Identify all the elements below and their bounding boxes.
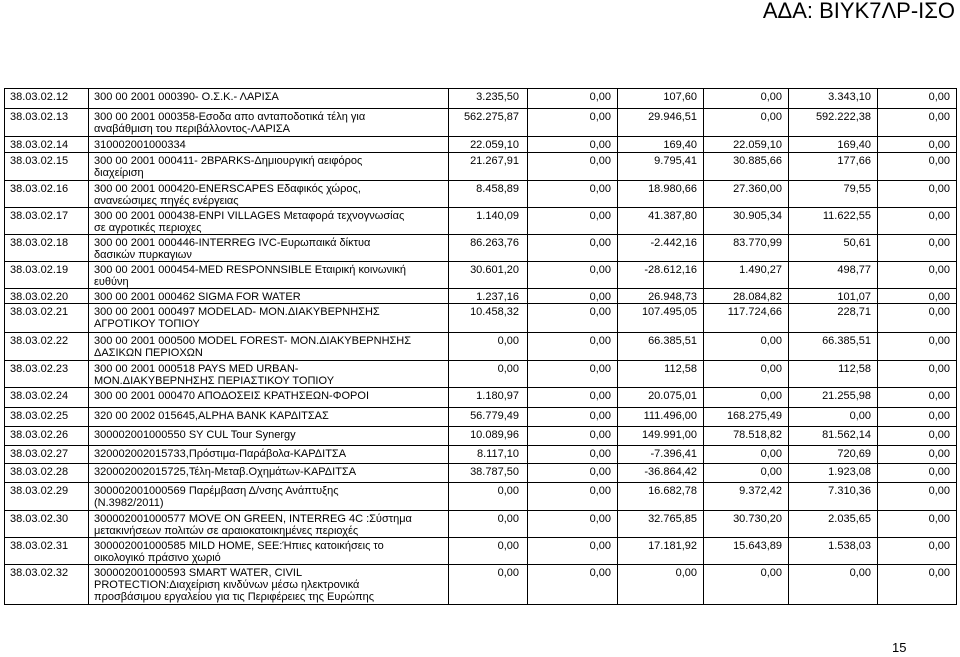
account-description [89, 538, 449, 565]
amount-cell: 1.490,27 [704, 262, 789, 289]
amount-cell: 112,58 [789, 361, 878, 388]
amount-cell: 9.795,41 [618, 153, 704, 181]
amount-cell: 79,55 [789, 181, 878, 208]
account-code: 38.03.02.32 [5, 565, 89, 605]
amount-cell: 0,00 [449, 483, 528, 511]
amount-cell: 83.770,99 [704, 235, 789, 262]
amount-cell: 50,61 [789, 235, 878, 262]
amount-cell: 0,00 [528, 388, 618, 408]
description-line: (Ν.3982/2011) [94, 497, 164, 509]
amount-cell: 168.275,49 [704, 408, 789, 427]
amount-cell: 0,00 [528, 181, 618, 208]
table-row [5, 446, 957, 464]
amount-cell: 30.885,66 [704, 153, 789, 181]
account-description [89, 483, 449, 511]
amount-cell: 0,00 [704, 464, 789, 483]
amount-cell: 112,58 [618, 361, 704, 388]
account-description [89, 304, 449, 333]
amount-cell: 0,00 [878, 89, 957, 109]
account-description [89, 109, 449, 137]
account-description [89, 181, 449, 208]
ada-header: ΑΔΑ: ΒΙΥΚ7ΛΡ-ΙΣΟ [762, 0, 955, 23]
account-description [89, 427, 449, 446]
description-line: ΑΓΡΟΤΙΚΟΥ ΤΟΠΙΟΥ [94, 318, 200, 330]
table-row [5, 511, 957, 538]
amount-cell: 0,00 [528, 289, 618, 304]
table-row [5, 137, 957, 153]
table-row [5, 289, 957, 304]
amount-cell: 0,00 [704, 446, 789, 464]
description-line: οικολογικό πράσινο χωριό [94, 552, 221, 564]
table-row [5, 262, 957, 289]
account-code: 38.03.02.31 [5, 538, 89, 565]
amount-cell: 117.724,66 [704, 304, 789, 333]
account-description [89, 89, 449, 109]
amount-cell: 66.385,51 [789, 333, 878, 361]
page-number: 15 [892, 640, 907, 655]
table-row [5, 361, 957, 388]
account-code: 38.03.02.12 [5, 89, 89, 109]
amount-cell: 30.730,20 [704, 511, 789, 538]
amount-cell: 562.275,87 [449, 109, 528, 137]
amount-cell: 0,00 [878, 262, 957, 289]
amount-cell: 3.235,50 [449, 89, 528, 109]
amount-cell: 22.059,10 [449, 137, 528, 153]
amount-cell: 0,00 [878, 464, 957, 483]
amount-cell: 0,00 [878, 235, 957, 262]
description-line: σε αγροτικές περιοχες [94, 222, 202, 234]
description-line: προσβάσιμου εργαλείου για τις Περιφέρειες της Ευρώπης [94, 591, 375, 603]
account-description [89, 235, 449, 262]
description-line: 300002001000550 SY CUL Tour Synergy [94, 429, 296, 441]
table-row [5, 235, 957, 262]
table-row [5, 565, 957, 605]
amount-cell: 498,77 [789, 262, 878, 289]
amount-cell: 0,00 [704, 109, 789, 137]
amount-cell: -2.442,16 [618, 235, 704, 262]
amount-cell: 0,00 [878, 333, 957, 361]
amount-cell: 0,00 [878, 181, 957, 208]
amount-cell: 0,00 [878, 388, 957, 408]
amount-cell: 0,00 [528, 89, 618, 109]
amount-cell: 0,00 [528, 511, 618, 538]
amount-cell: 111.496,00 [618, 408, 704, 427]
amount-cell: 21.255,98 [789, 388, 878, 408]
table-row [5, 333, 957, 361]
amount-cell: 1.140,09 [449, 208, 528, 235]
account-code: 38.03.02.25 [5, 408, 89, 427]
amount-cell: 0,00 [878, 427, 957, 446]
account-code: 38.03.02.15 [5, 153, 89, 181]
amount-cell: 0,00 [528, 109, 618, 137]
amount-cell: 2.035,65 [789, 511, 878, 538]
amount-cell: 177,66 [789, 153, 878, 181]
amount-cell: 26.948,73 [618, 289, 704, 304]
table-row [5, 109, 957, 137]
amount-cell: 38.787,50 [449, 464, 528, 483]
account-description [89, 511, 449, 538]
table-row [5, 483, 957, 511]
amount-cell: 0,00 [878, 304, 957, 333]
table-row [5, 304, 957, 333]
account-description [89, 408, 449, 427]
amount-cell: 169,40 [618, 137, 704, 153]
amount-cell: 18.980,66 [618, 181, 704, 208]
amount-cell: 0,00 [528, 137, 618, 153]
account-description [89, 333, 449, 361]
description-line: 310002001000334 [94, 139, 186, 151]
description-line: 300 00 2001 000438-ENPI VILLAGES Μεταφορά τεχνογνωσίας [94, 210, 405, 222]
table-row [5, 181, 957, 208]
description-line: ΔΑΣΙΚΩΝ ΠΕΡΙΟΧΩΝ [94, 347, 203, 359]
account-code: 38.03.02.16 [5, 181, 89, 208]
table-row [5, 89, 957, 109]
amount-cell: 8.117,10 [449, 446, 528, 464]
amount-cell: 0,00 [704, 89, 789, 109]
amount-cell: 0,00 [528, 538, 618, 565]
table-row [5, 208, 957, 235]
description-line: ΜΟΝ.ΔΙΑΚΥΒΕΡΝΗΣΗΣ ΠΕΡΙΑΣΤΙΚΟΥ ΤΟΠΙΟΥ [94, 375, 335, 387]
account-code: 38.03.02.20 [5, 289, 89, 304]
account-description [89, 289, 449, 304]
amount-cell: 22.059,10 [704, 137, 789, 153]
description-line: 300 00 2001 000497 MODELAD- ΜΟΝ.ΔΙΑΚΥΒΕΡΝΗΣΗΣ [94, 306, 380, 318]
description-line: 300 00 2001 000454-MED RESPONNSIBLE Εταιρική κοινωνική [94, 264, 407, 276]
amount-cell: 0,00 [704, 565, 789, 605]
amount-cell: 29.946,51 [618, 109, 704, 137]
amount-cell: 101,07 [789, 289, 878, 304]
amount-cell: 0,00 [528, 262, 618, 289]
account-code: 38.03.02.14 [5, 137, 89, 153]
account-code: 38.03.02.22 [5, 333, 89, 361]
amount-cell: 16.682,78 [618, 483, 704, 511]
amount-cell: 0,00 [878, 137, 957, 153]
description-line: 320 00 2002 015645,ALPHA BANK ΚΑΡΔΙΤΣΑΣ [94, 410, 329, 422]
amount-cell: 0,00 [878, 109, 957, 137]
description-line: ευθύνη [94, 276, 129, 288]
amount-cell: 11.622,55 [789, 208, 878, 235]
description-line: διαχείριση [94, 167, 144, 179]
amount-cell: 0,00 [449, 538, 528, 565]
amount-cell: 1.538,03 [789, 538, 878, 565]
description-line: ανανεώσιμες πηγές ενέργειας [94, 195, 239, 207]
amount-cell: 0,00 [528, 235, 618, 262]
account-description [89, 208, 449, 235]
amount-cell: 0,00 [704, 361, 789, 388]
description-line: 300 00 2001 000446-INTERREG IVC-Ευρωπαικά δίκτυα [94, 237, 371, 249]
account-code: 38.03.02.26 [5, 427, 89, 446]
amount-cell: 0,00 [528, 483, 618, 511]
description-line: μετακινήσεων πολιτών σε αραιοκατοικημένες περιοχές [94, 525, 359, 537]
amount-cell: 228,71 [789, 304, 878, 333]
amount-cell: 0,00 [878, 483, 957, 511]
amount-cell: 0,00 [878, 153, 957, 181]
amount-cell: -7.396,41 [618, 446, 704, 464]
account-code: 38.03.02.21 [5, 304, 89, 333]
amount-cell: 0,00 [878, 289, 957, 304]
account-code: 38.03.02.29 [5, 483, 89, 511]
description-line: 300 00 2001 000518 PAYS MED URBAN- [94, 363, 299, 375]
amount-cell: 17.181,92 [618, 538, 704, 565]
account-code: 38.03.02.30 [5, 511, 89, 538]
account-description [89, 137, 449, 153]
account-code: 38.03.02.27 [5, 446, 89, 464]
amount-cell: 81.562,14 [789, 427, 878, 446]
description-line: 320002002015725,Τέλη-Μεταβ.Οχημάτων-ΚΑΡΔΙΤΣΑ [94, 466, 357, 478]
amount-cell: 30.905,34 [704, 208, 789, 235]
account-description [89, 464, 449, 483]
amount-cell: -28.612,16 [618, 262, 704, 289]
account-description [89, 565, 449, 605]
amount-cell: 0,00 [878, 446, 957, 464]
amount-cell: 0,00 [449, 565, 528, 605]
table-row [5, 388, 957, 408]
amount-cell: 0,00 [528, 408, 618, 427]
table-row [5, 427, 957, 446]
description-line: 320002002015733,Πρόστιμα-Παράβολα-ΚΑΡΔΙΤΣΑ [94, 448, 347, 460]
description-line: 300 00 2001 000411- 2BPARKS-Δημιουργική αειφόρος [94, 155, 363, 167]
amount-cell: 0,00 [878, 361, 957, 388]
amount-cell: 0,00 [528, 464, 618, 483]
amount-cell: 0,00 [878, 208, 957, 235]
amount-cell: 1.180,97 [449, 388, 528, 408]
account-description [89, 361, 449, 388]
amount-cell: 0,00 [789, 565, 878, 605]
account-code: 38.03.02.18 [5, 235, 89, 262]
description-line: αναβάθμιση του περιβάλλοντος-ΛΑΡΙΣΑ [94, 123, 290, 135]
amount-cell: 8.458,89 [449, 181, 528, 208]
amount-cell: 592.222,38 [789, 109, 878, 137]
description-line: 300 00 2001 000470 ΑΠΟΔΟΣΕΙΣ ΚΡΑΤΗΣΕΩΝ-ΦΟΡΟΙ [94, 390, 369, 402]
table-row [5, 153, 957, 181]
amount-cell: 28.084,82 [704, 289, 789, 304]
table-body [5, 89, 957, 605]
amount-cell: 66.385,51 [618, 333, 704, 361]
amount-cell: 0,00 [878, 511, 957, 538]
amount-cell: 15.643,89 [704, 538, 789, 565]
amount-cell: 10.089,96 [449, 427, 528, 446]
amount-cell: -36.864,42 [618, 464, 704, 483]
description-line: 300 00 2001 000462 SIGMA FOR WATER [94, 291, 301, 303]
amount-cell: 0,00 [449, 333, 528, 361]
amount-cell: 0,00 [528, 208, 618, 235]
amount-cell: 0,00 [878, 408, 957, 427]
amount-cell: 0,00 [789, 408, 878, 427]
account-code: 38.03.02.19 [5, 262, 89, 289]
amount-cell: 9.372,42 [704, 483, 789, 511]
amount-cell: 0,00 [528, 333, 618, 361]
description-line: 300 00 2001 000390- Ο.Σ.Κ.- ΛΑΡΙΣΑ [94, 91, 279, 103]
amount-cell: 0,00 [528, 304, 618, 333]
amount-cell: 1.923,08 [789, 464, 878, 483]
amount-cell: 0,00 [449, 361, 528, 388]
amount-cell: 78.518,82 [704, 427, 789, 446]
amount-cell: 27.360,00 [704, 181, 789, 208]
description-line: PROTECTION:Διαχείριση κινδύνων μέσω ηλεκτρονικά [94, 579, 360, 591]
description-line: 300002001000593 SMART WATER, CIVIL [94, 567, 303, 579]
account-description [89, 262, 449, 289]
description-line: 300002001000577 MOVE ON GREEN, INTERREG 4C :Σύστημα [94, 513, 412, 525]
account-code: 38.03.02.17 [5, 208, 89, 235]
amount-cell: 0,00 [528, 427, 618, 446]
amount-cell: 0,00 [528, 153, 618, 181]
amount-cell: 56.779,49 [449, 408, 528, 427]
amount-cell: 7.310,36 [789, 483, 878, 511]
amount-cell: 32.765,85 [618, 511, 704, 538]
amount-cell: 0,00 [449, 511, 528, 538]
amount-cell: 21.267,91 [449, 153, 528, 181]
amount-cell: 720,69 [789, 446, 878, 464]
amount-cell: 169,40 [789, 137, 878, 153]
amount-cell: 0,00 [618, 565, 704, 605]
amount-cell: 0,00 [704, 333, 789, 361]
description-line: 300 00 2001 000420-ENERSCAPES Εδαφικός χώρος, [94, 183, 361, 195]
table-row [5, 464, 957, 483]
table-row [5, 408, 957, 427]
table-row [5, 538, 957, 565]
amount-cell: 149.991,00 [618, 427, 704, 446]
amount-cell: 107.495,05 [618, 304, 704, 333]
description-line: 300 00 2001 000500 MODEL FOREST- ΜΟΝ.ΔΙΑΚΥΒΕΡΝΗΣΗΣ [94, 335, 412, 347]
account-code: 38.03.02.24 [5, 388, 89, 408]
budget-table [4, 88, 957, 605]
amount-cell: 41.387,80 [618, 208, 704, 235]
description-line: δασικών πυρκαγιων [94, 249, 192, 261]
amount-cell: 30.601,20 [449, 262, 528, 289]
amount-cell: 1.237,16 [449, 289, 528, 304]
account-description [89, 153, 449, 181]
amount-cell: 0,00 [704, 388, 789, 408]
description-line: 300 00 2001 000358-Εσοδα απο ανταποδοτικά τέλη για [94, 111, 366, 123]
description-line: 300002001000585 MILD HOME, SEE:Ήπιες κατοικήσεις το [94, 540, 384, 552]
amount-cell: 10.458,32 [449, 304, 528, 333]
account-description [89, 388, 449, 408]
amount-cell: 0,00 [878, 565, 957, 605]
account-description [89, 446, 449, 464]
amount-cell: 0,00 [528, 565, 618, 605]
amount-cell: 20.075,01 [618, 388, 704, 408]
account-code: 38.03.02.23 [5, 361, 89, 388]
account-code: 38.03.02.13 [5, 109, 89, 137]
amount-cell: 0,00 [878, 538, 957, 565]
amount-cell: 3.343,10 [789, 89, 878, 109]
amount-cell: 86.263,76 [449, 235, 528, 262]
description-line: 300002001000569 Παρέμβαση Δ/νσης Ανάπτυξης [94, 485, 339, 497]
amount-cell: 0,00 [528, 361, 618, 388]
amount-cell: 107,60 [618, 89, 704, 109]
account-code: 38.03.02.28 [5, 464, 89, 483]
amount-cell: 0,00 [528, 446, 618, 464]
